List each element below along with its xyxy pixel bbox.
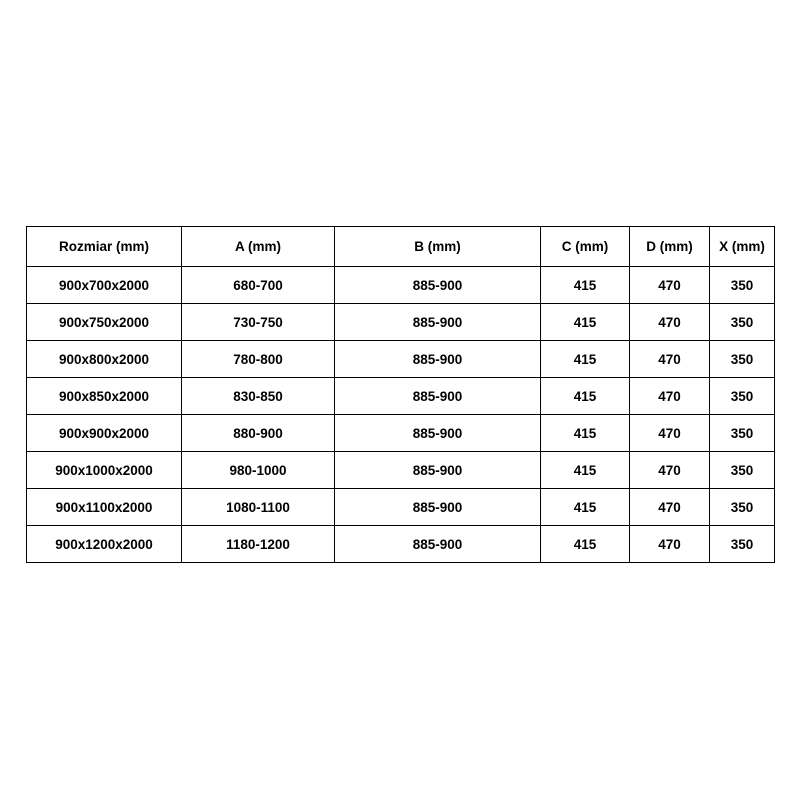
cell-c: 415	[541, 452, 630, 489]
cell-a: 780-800	[182, 341, 335, 378]
table-header-row	[27, 227, 775, 267]
column-header-c: C (mm)	[541, 227, 630, 267]
column-header-b: B (mm)	[335, 227, 541, 267]
table-row	[27, 304, 775, 341]
cell-c: 415	[541, 489, 630, 526]
cell-size: 900x700x2000	[27, 267, 182, 304]
cell-x: 350	[710, 452, 775, 489]
dimensions-table-container	[26, 226, 774, 563]
cell-d: 470	[630, 341, 710, 378]
cell-b: 885-900	[335, 267, 541, 304]
cell-c: 415	[541, 267, 630, 304]
cell-d: 470	[630, 304, 710, 341]
cell-x: 350	[710, 304, 775, 341]
cell-a: 1080-1100	[182, 489, 335, 526]
cell-c: 415	[541, 526, 630, 563]
table-row	[27, 267, 775, 304]
cell-b: 885-900	[335, 341, 541, 378]
cell-c: 415	[541, 304, 630, 341]
cell-size: 900x800x2000	[27, 341, 182, 378]
cell-a: 880-900	[182, 415, 335, 452]
table-row	[27, 526, 775, 563]
table-body	[27, 267, 775, 563]
column-header-d: D (mm)	[630, 227, 710, 267]
cell-d: 470	[630, 267, 710, 304]
cell-x: 350	[710, 415, 775, 452]
cell-size: 900x1200x2000	[27, 526, 182, 563]
cell-b: 885-900	[335, 415, 541, 452]
cell-x: 350	[710, 526, 775, 563]
column-header-a: A (mm)	[182, 227, 335, 267]
cell-c: 415	[541, 415, 630, 452]
cell-b: 885-900	[335, 489, 541, 526]
table-row	[27, 341, 775, 378]
cell-b: 885-900	[335, 526, 541, 563]
cell-a: 830-850	[182, 378, 335, 415]
cell-x: 350	[710, 341, 775, 378]
cell-x: 350	[710, 267, 775, 304]
column-header-rozmiar: Rozmiar (mm)	[27, 227, 182, 267]
cell-x: 350	[710, 378, 775, 415]
table-row	[27, 452, 775, 489]
cell-b: 885-900	[335, 452, 541, 489]
table-header	[27, 227, 775, 267]
cell-c: 415	[541, 378, 630, 415]
cell-a: 1180-1200	[182, 526, 335, 563]
table-row	[27, 378, 775, 415]
cell-a: 680-700	[182, 267, 335, 304]
cell-a: 980-1000	[182, 452, 335, 489]
cell-b: 885-900	[335, 304, 541, 341]
dimensions-table	[26, 226, 775, 563]
column-header-x: X (mm)	[710, 227, 775, 267]
table-row	[27, 489, 775, 526]
table-row	[27, 415, 775, 452]
cell-size: 900x1100x2000	[27, 489, 182, 526]
cell-x: 350	[710, 489, 775, 526]
cell-d: 470	[630, 378, 710, 415]
cell-size: 900x1000x2000	[27, 452, 182, 489]
cell-d: 470	[630, 415, 710, 452]
cell-d: 470	[630, 452, 710, 489]
cell-size: 900x850x2000	[27, 378, 182, 415]
cell-d: 470	[630, 489, 710, 526]
cell-size: 900x750x2000	[27, 304, 182, 341]
cell-size: 900x900x2000	[27, 415, 182, 452]
cell-c: 415	[541, 341, 630, 378]
cell-b: 885-900	[335, 378, 541, 415]
cell-a: 730-750	[182, 304, 335, 341]
cell-d: 470	[630, 526, 710, 563]
